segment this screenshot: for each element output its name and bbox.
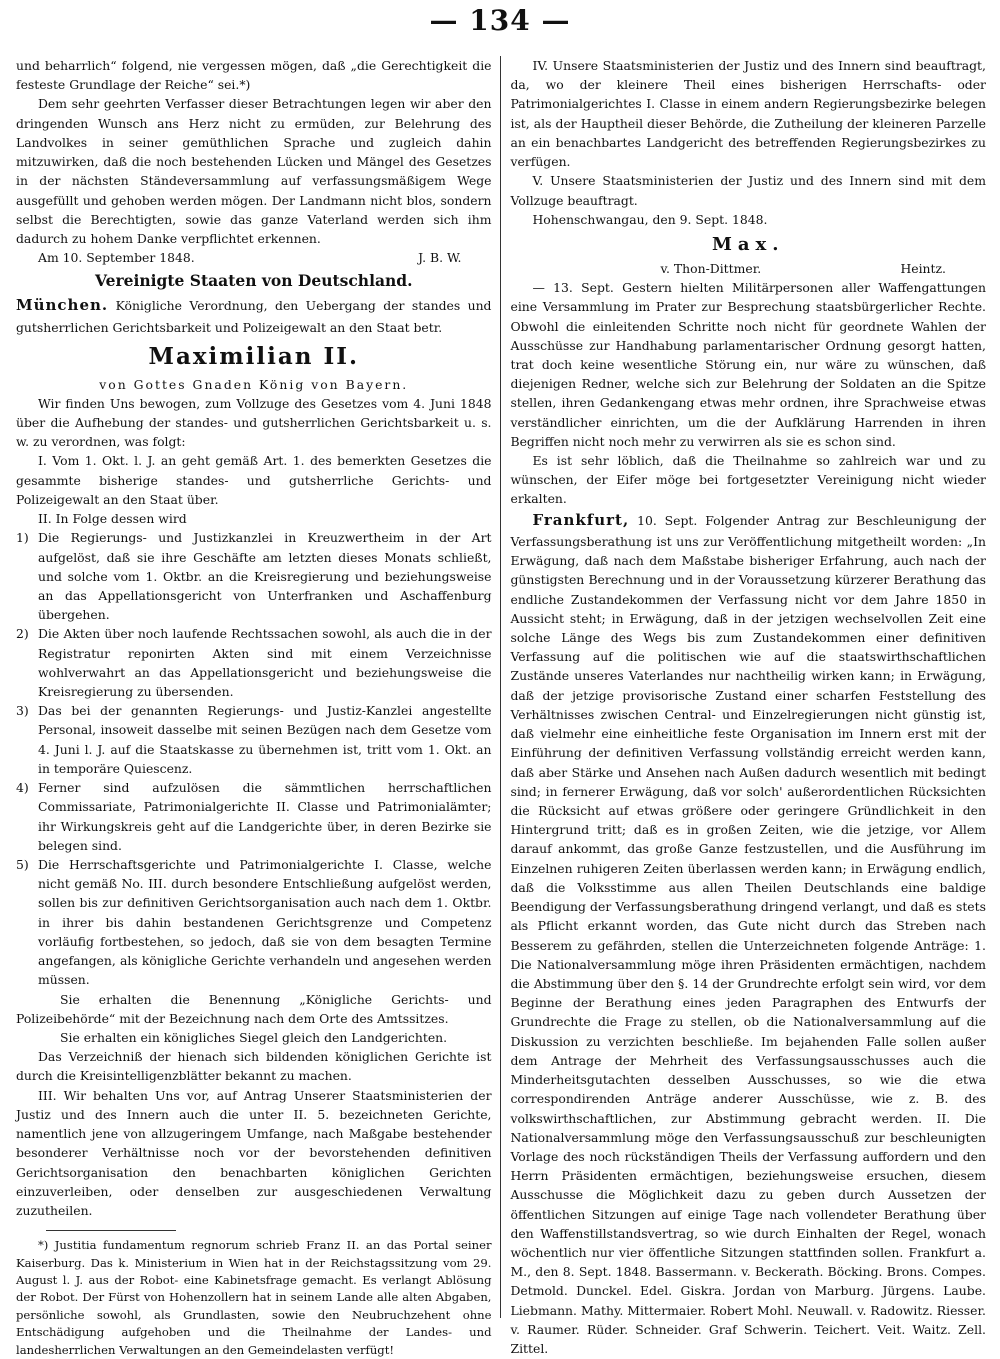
vienna-report-b: Es ist sehr löblich, daß die Theilnahme so zahlreich war und zu wünschen, der Eifer möge bei fortgesetzter Vereinigung nicht wieder erkalten. — [510, 453, 986, 507]
decree-sub-b: Sie erhalten ein königliches Siegel gleich den Landgerichten. — [60, 1029, 448, 1045]
intro-signature: J. B. W. — [418, 250, 462, 266]
footnote: *) Justitia fundamentum regnorum schrieb Franz II. an das Portal seiner Kaiserburg. Das k. Ministerium in Wien hat in der Reichstagssitzung vom 29. August l. J. aus der Robot- eine Kabinetsfrage gemacht. Es verlangt Ablösung der Robot. Der Fürst von Hohenzollern hat in seinem Lande alle alten Abgaben, persönliche sowohl, als Grundlasten, sowie den Neubruchzehent ohne Entschädigung aufgehoben und die Theilnahme der Landes- und landesherrlichen Verwaltungen an den Gemeindelasten verfügt! — [16, 1238, 492, 1357]
king-title: von Gottes Gnaden König von Bayern. — [99, 376, 409, 392]
decree-item-text: Das bei der genannten Regierungs- und Justiz-Kanzlei angestellte Personal, insoweit dasselbe mit seinen Bezügen nach dem Gesetze vom 4. Juni l. J. auf die Staatskasse zu übernehmen ist, tritt vom 1. Okt. an in temporäre Quiescenz. — [38, 703, 492, 776]
decree-para-V: V. Unsere Staatsministerien der Justiz und des Innern sind mit dem Vollzuge beauftragt. — [510, 173, 986, 208]
decree-item — [16, 701, 492, 778]
vienna-report-a: — 13. Sept. Gestern hielten Militärpersonen aller Waffengattungen eine Versammlung im Prater zur Besprechung staatsbürgerlicher Rechte. Obwohl die einleitenden Schritte noch nicht für geordnete Wahlen der Ausschüsse zur Handhabung parlamentarischer Ordnung gesorgt hatten, trat doch keine wesentliche Störung ein, nur wäre zu wünschen, daß diejenigen Redner, welche sich zur Belehrung der Soldaten an die Spitze stellen, ihren Gedankengang etwas mehr ordnen, ihre Sprachweise etwas verständlicher einrichten, um die der Aufklärung Harrenden in ihren Begriffen nicht noch mehr zu verwirren als sie es schon sind. — [510, 280, 986, 449]
intro-date: Am 10. September 1848. — [38, 250, 195, 266]
decree-item-text: Die Regierungs- und Justizkanzlei in Kreuzwertheim in der Art aufgelöst, daß sie ihre Geschäfte am letzten dieses Monats schließt, und solche vom 1. Oktbr. an die Kreisregierung und beziehungsweise an das Appellationsgericht von Unterfranken und Aschaffenburg übergehen. — [38, 530, 492, 623]
intro-paragraph-a: und beharrlich“ folgend, nie vergessen mögen, daß „die Gerechtigkeit die festeste Grundlage der Reiche“ sei.*) — [16, 58, 492, 93]
decree-item-text: Die Akten über noch laufende Rechtssachen sowohl, als auch die in der Registratur reponirten Akten sind mit einem Verzeichnisse wohlverwahrt an das Appellationsgericht und beziehungsweise die Kreisregierung zu übersenden. — [38, 626, 492, 700]
decree-para-IV: IV. Unsere Staatsministerien der Justiz und des Innern sind beauftragt, da, wo der kleinere Theil eines bisherigen Herrschafts- oder Patrimonialgerichtes I. Classe in einem andern Regierungsbezirke belegen ist, als der Hauptheil dieser Behörde, die Zutheilung der kleineren Parzelle an ein benachbartes Landgericht des betreffenden Regierungsbezirkes zu verfügen. — [510, 58, 986, 170]
countersignature-row — [510, 259, 986, 278]
decree-item-text: Ferner sind aufzulösen die sämmtlichen herrschaftlichen Commissariate, Patrimonialgerichte II. Classe und Patrimonialämter; ihr Wirkungskreis geht auf die Landgerichte über, in deren Bezirke sie belegen sind. — [38, 780, 492, 853]
frankfurt-place: Frankfurt, — [532, 510, 630, 529]
countersignature-a: v. Thon-Dittmer. — [660, 260, 762, 276]
munich-place: München. — [16, 296, 109, 315]
decree-sub-c: Das Verzeichniß der hienach sich bildenden königlichen Gerichte ist durch die Kreisintelligenzblätter bekannt zu machen. — [16, 1049, 492, 1084]
frankfurt-report — [510, 509, 986, 1359]
left-column — [16, 56, 500, 1357]
decree-item-number: 1) — [16, 530, 29, 546]
decree-item — [16, 778, 492, 855]
decree-item — [16, 855, 492, 990]
munich-text: Königliche Verordnung, den Uebergang der standes und gutsherrlichen Gerichtsbarkeit und Polizeigewalt an den Staat betr. — [16, 298, 492, 335]
munich-paragraph — [16, 294, 492, 336]
decree-item — [16, 624, 492, 701]
decree-para-II: II. In Folge dessen wird — [38, 511, 187, 527]
king-name: Maximilian II. — [148, 342, 360, 370]
section-heading: Vereinigte Staaten von Deutschland. — [94, 271, 413, 291]
decree-item-number: 4) — [16, 780, 29, 796]
page-number: — 134 — — [429, 4, 571, 37]
columns — [16, 56, 986, 1357]
intro-signature-row — [16, 248, 492, 267]
frankfurt-text: 10. Sept. Folgender Antrag zur Beschleunigung der Verfassungsberathung ist uns zur Veröffentlichung mitgetheilt worden: „In Erwägung, daß nach dem Maßstabe bisheriger Erfahrung, auch nach der günstigsten Berechnung und in der Voraussetzung kürzerer Berathung das endliche Zustandekommen der Verfassung nicht vor dem Jahre 1850 in Aussicht steht; in Erwägung, daß in der jetzigen wechselvollen Zeit eine solche Länge des Wegs bis zum Zustandekommen einer definitiven Verfassung auf die politischen wie auf die staatswirthschaftlichen Zustände unseres Vaterlandes nur nachtheilig wirken kann; in Erwägung, daß der jetzige provisorische Zustand einer scharfen Feststellung des Verhältnisses zwischen Central- und Einzelregierungen nicht günstig ist, daß vielmehr eine einheitliche feste Organisation im Innern erst mit der Einführung der definitiven Verfassung vollständig erreicht werden kann, daß aber Stärke und Ansehen nach Außen dadurch wesentlich mit bedingt sind; in fernerer Erwägung, daß vor solch' außerordentlichen Rücksichten die Rücksicht auf etwas größere oder geringere Gründlichkeit in den Hintergrund tritt; daß es in großen Zeiten, wie die jetzige, vor Allem darauf ankommt, das große Ganze festzustellen, und die Ausführung im Einzelnen ruhigeren Zeiten überlassen werden kann; in Erwägung endlich, daß die Volksstimme aus allen Theilen Deutschlands eine baldige Beendigung der Verfassungsberathung dringend verlangt, und daß es stets als Pflicht erkannt worden, das Gute nicht durch das Streben nach Besserem zu gefährden, stellen die Unterzeichneten folgende Anträge: 1. Die Nationalversammlung möge ihren Präsidenten ermächtigen, nachdem die Abstimmung über den §. 14 der Grundrechte erfolgt sein wird, vor dem Beginne der Berathung eines jeden Paragraphen des Entwurfs der Grundrechte die Frage zu stellen, ob die Nationalversammlung auf die Diskussion zu verzichten beschließe. Im bejahenden Falle sollen außer dem Antrage der Mehrheit des Verfassungsausschusses auch die Minderheitsgutachten desselben Ausschusses, so wie die etwa correspondirenden Anträge anderer Ausschüsse, wie z. B. des volkswirthschaftlichen, zur Abstimmung gebracht werden. II. Die Nationalversammlung möge den Verfassungsausschuß zur beschleunigten Vorlage des noch rückständigen Theils der Verfassung auffordern und den Herrn Präsidenten ermächtigen, beziehungsweise ersuchen, diesem Ausschusse die Möglichkeit dazu zu geben durch Aussetzen der öffentlichen Sitzungen auf einige Tage nach vollendeter Berathung über den Waffenstillstandsvertrag, so wie durch Einhalten der Regel, wonach wöchentlich nur vier öffentliche Sitzungen stattfinden sollen. Frankfurt a. M., den 8. Sept. 1848. Bassermann. v. Beckerath. Böcking. Brons. Compes. Detmold. Dunckel. Edel. Giskra. Jordan von Marburg. Jürgens. Laube. Liebmann. Mathy. Mittermaier. Robert Mohl. Neuwall. v. Radowitz. Riesser. v. Raumer. Rüder. Schneider. Graf Schwerin. Teichert. Veit. Waitz. Zell. Zittel. — [510, 512, 986, 1357]
decree-item-number: 2) — [16, 626, 29, 642]
decree-item-number: 5) — [16, 857, 29, 872]
countersignature-b: Heintz. — [900, 260, 946, 276]
decree-item — [16, 528, 492, 624]
intro-paragraph-b: Dem sehr geehrten Verfasser dieser Betrachtungen legen wir aber den dringenden Wunsch ans Herz nicht zu ermüden, zur Belehrung des Landvolkes in seiner gemüthlichen Sprache und zugleich dahin mitzuwirken, daß die noch bestehenden Lücken und Mängel des Gesetzes in der nächsten Ständeversammlung auf verfassungsmäßigem Wege ausgefüllt und gehoben werden mögen. Der Landmann nicht blos, sondern selbst die Berechtigten, sowie das ganze Vaterland werden sich ihm dadurch zu hohem Danke verpflichtet erkennen. — [16, 96, 492, 246]
decree-intro: Wir finden Uns bewogen, zum Vollzuge des Gesetzes vom 4. Juni 1848 über die Aufhebung der standes- und gutsherrlichen Gerichtsbarkeit u. s. w. zu verordnen, was folgt: — [16, 395, 492, 450]
decree-para-I: I. Vom 1. Okt. l. J. an geht gemäß Art. 1. des bemerkten Gesetzes die gesammte bisherige standes- und gutsherrliche Gerichts- und Polizeigewalt an den Staat über. — [16, 453, 492, 507]
decree-item-number: 3) — [16, 703, 29, 719]
decree-item-text: Die Herrschaftsgerichte und Patrimonialgerichte I. Classe, welche nicht gemäß No. III. durch besondere Entschließung aufgelöst werden, sollen bis zur definitiven Gerichtsorganisation auch nach dem 1. Oktbr. in ihrer bis dahin bestandenen Gerichtsgrenze und Competenz vorläufig fortbestehen, so jedoch, daß sie von dem besagten Termine angefangen, als königliche Gerichte verhandeln und angesehen werden müssen. — [38, 857, 492, 988]
decree-para-III: III. Wir behalten Uns vor, auf Antrag Unserer Staatsministerien der Justiz und des Innern auch die unter II. 5. bezeichneten Gerichte, namentlich jene von allzugeringem Umfange, nach Maßgabe bestehender besonderer Verhältnisse noch vor der bevorstehenden definitiven Gerichtsorganisation den benachbarten königlichen Gerichten einzuverleiben, oder denselben zur ausgeschiedenen Verwaltung zuzutheilen. — [16, 1087, 492, 1218]
footnote-divider — [46, 1230, 176, 1231]
decree-sub-a: Sie erhalten die Benennung „Königliche Gerichts- und Polizeibehörde“ mit der Bezeichnung nach dem Orte des Amtssitzes. — [16, 991, 492, 1026]
right-column — [500, 56, 986, 1357]
royal-signature: Max. — [711, 233, 785, 255]
decree-place-date: Hohenschwangau, den 9. Sept. 1848. — [532, 211, 768, 227]
